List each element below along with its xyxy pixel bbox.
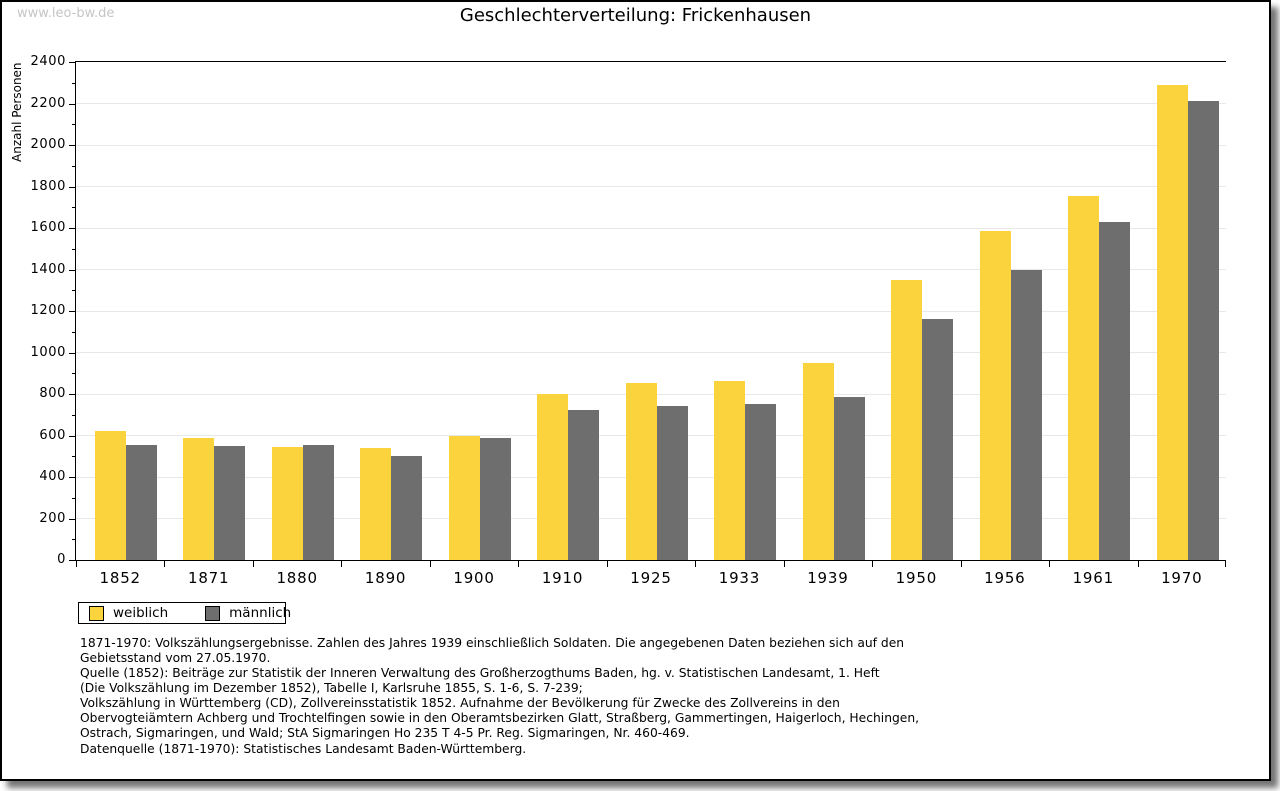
x-label-1871: 1871 (187, 569, 230, 587)
legend-swatch-maennlich (205, 606, 220, 621)
bar-weiblich-1961 (1068, 196, 1099, 560)
y-tick-label-2000: 2000 (30, 137, 66, 152)
y-minor-tick-1300 (72, 290, 76, 291)
y-axis-label: Anzahl Personen (10, 62, 24, 162)
x-tick-9 (872, 560, 873, 567)
plot-area (30, 54, 1226, 587)
watermark-leo-bw: www.leo-bw.de (17, 6, 115, 21)
bar-weiblich-1852 (95, 431, 126, 560)
bar-männlich-1910 (568, 410, 599, 560)
footnote-line: Obervogteiämtern Achberg und Trochtelfingen sowie in den Oberamtsbezirken Glatt, Straßberg, Gammertingen, Haigerloch, Hechingen, (80, 711, 920, 725)
y-tick-label-1600: 1600 (30, 220, 66, 235)
x-label-1880: 1880 (276, 569, 318, 587)
x-label-1961: 1961 (1072, 569, 1114, 587)
y-tick-1400 (69, 270, 76, 271)
y-tick-label-200: 200 (39, 510, 66, 526)
x-label-1900: 1900 (453, 569, 495, 587)
x-label-1925: 1925 (630, 569, 672, 587)
x-tick-4 (430, 560, 431, 567)
y-tick-0 (69, 560, 76, 561)
bar-männlich-1871 (214, 446, 245, 560)
legend-box (78, 602, 292, 624)
y-minor-tick-500 (72, 456, 76, 457)
y-tick-label-600: 600 (39, 427, 66, 443)
footnotes-block (80, 636, 919, 741)
x-label-1890: 1890 (364, 569, 407, 587)
y-tick-label-2400: 2400 (30, 54, 66, 69)
x-tick-5 (518, 560, 519, 567)
x-tick-10 (961, 560, 962, 567)
gridline-1400 (76, 269, 1226, 270)
x-tick-0 (76, 560, 77, 567)
y-minor-tick-1900 (72, 166, 76, 167)
bar-weiblich-1910 (537, 394, 568, 560)
bar-männlich-1933 (745, 404, 776, 560)
footnote-line: Volkszählung in Württemberg (CD), Zollvereinsstatistik 1852. Aufnahme der Bevölkerung für Zwecke des Zollvereins in den (80, 696, 840, 710)
x-tick-6 (607, 560, 608, 567)
y-tick-200 (69, 519, 76, 520)
bar-männlich-1925 (657, 406, 688, 560)
x-tick-13 (1225, 560, 1226, 567)
y-tick-label-2200: 2200 (30, 95, 66, 111)
y-tick-2200 (69, 104, 76, 105)
gridline-1600 (76, 228, 1226, 229)
x-tick-11 (1049, 560, 1050, 567)
bar-männlich-1900 (480, 438, 511, 560)
bar-männlich-1970 (1188, 101, 1219, 560)
y-tick-label-1000: 1000 (30, 344, 66, 360)
y-minor-tick-900 (72, 373, 76, 374)
y-minor-tick-100 (72, 539, 76, 540)
bar-weiblich-1925 (626, 383, 657, 560)
footnote-line: Ostrach, Sigmaringen, und Wald; StA Sigmaringen Ho 235 T 4-5 Pr. Reg. Sigmaringen, Nr. 460-469. (80, 726, 690, 740)
y-tick-1600 (69, 228, 76, 229)
bar-weiblich-1933 (714, 381, 745, 560)
y-minor-tick-1700 (72, 207, 76, 208)
y-minor-tick-300 (72, 498, 76, 499)
y-minor-tick-1500 (72, 249, 76, 250)
bar-weiblich-1950 (891, 280, 922, 560)
y-tick-600 (69, 436, 76, 437)
y-tick-label-1400: 1400 (30, 261, 66, 277)
gridline-2200 (76, 103, 1226, 104)
gridline-1000 (76, 352, 1226, 353)
bar-weiblich-1956 (980, 231, 1011, 560)
bar-männlich-1939 (834, 397, 865, 560)
y-tick-400 (69, 477, 76, 478)
bar-männlich-1880 (303, 445, 334, 560)
footnote-line: Quelle (1852): Beiträge zur Statistik der Inneren Verwaltung des Großherzogthums Baden, hg. v. Statistischen Landesamt, 1. Heft (80, 666, 880, 680)
legend-item-maennlich (205, 605, 291, 621)
footnote-line: 1871-1970: Volkszählungsergebnisse. Zahlen des Jahres 1939 einschließlich Soldaten. Die angegebenen Daten beziehen sich auf den (80, 636, 905, 650)
x-label-1933: 1933 (718, 569, 761, 587)
x-label-1970: 1970 (1161, 569, 1203, 587)
x-label-1910: 1910 (541, 569, 584, 587)
bar-weiblich-1880 (272, 447, 303, 560)
bar-weiblich-1900 (449, 436, 480, 560)
legend-label-weiblich: weiblich (113, 605, 169, 621)
bar-männlich-1890 (391, 456, 422, 560)
y-tick-label-1200: 1200 (30, 303, 66, 318)
gridline-1800 (76, 186, 1226, 187)
bar-männlich-1961 (1099, 222, 1130, 560)
x-label-1852: 1852 (99, 569, 141, 587)
y-tick-label-1800: 1800 (30, 178, 66, 194)
y-minor-tick-2100 (72, 124, 76, 125)
y-tick-1800 (69, 187, 76, 188)
y-tick-label-0: 0 (57, 552, 66, 567)
bar-männlich-1950 (922, 319, 953, 560)
bar-männlich-1852 (126, 445, 157, 560)
y-tick-2000 (69, 145, 76, 146)
footnote-line: Gebietsstand vom 27.05.1970. (80, 651, 271, 665)
x-tick-2 (253, 560, 254, 567)
y-tick-800 (69, 394, 76, 395)
legend-label-maennlich: männlich (229, 605, 292, 621)
bar-männlich-1956 (1011, 270, 1042, 560)
y-minor-tick-1100 (72, 332, 76, 333)
y-tick-2400 (69, 62, 76, 63)
gridline-1200 (76, 311, 1226, 312)
bar-weiblich-1939 (803, 363, 834, 560)
y-minor-tick-700 (72, 415, 76, 416)
y-minor-tick-2300 (72, 83, 76, 84)
x-label-1950: 1950 (895, 569, 938, 587)
y-tick-label-400: 400 (39, 469, 66, 484)
x-tick-1 (164, 560, 165, 567)
y-tick-1200 (69, 311, 76, 312)
x-tick-7 (695, 560, 696, 567)
y-tick-1000 (69, 353, 76, 354)
legend-swatch-weiblich (89, 606, 104, 621)
bar-weiblich-1890 (360, 448, 391, 560)
datasource-line: Datenquelle (1871-1970): Statistisches Landesamt Baden-Württemberg. (80, 742, 527, 756)
legend-item-weiblich (89, 605, 168, 621)
x-label-1956: 1956 (984, 569, 1026, 587)
gridline-2000 (76, 145, 1226, 146)
bar-weiblich-1871 (183, 438, 214, 560)
bar-weiblich-1970 (1157, 85, 1188, 560)
chart-title: Geschlechterverteilung: Frickenhausen (459, 5, 812, 26)
x-tick-12 (1138, 560, 1139, 567)
x-label-1939: 1939 (807, 569, 849, 587)
x-tick-3 (341, 560, 342, 567)
y-tick-label-800: 800 (39, 386, 66, 401)
x-tick-8 (784, 560, 785, 567)
footnote-line: (Die Volkszählung im Dezember 1852), Tabelle I, Karlsruhe 1855, S. 1-6, S. 7-239; (80, 681, 583, 695)
